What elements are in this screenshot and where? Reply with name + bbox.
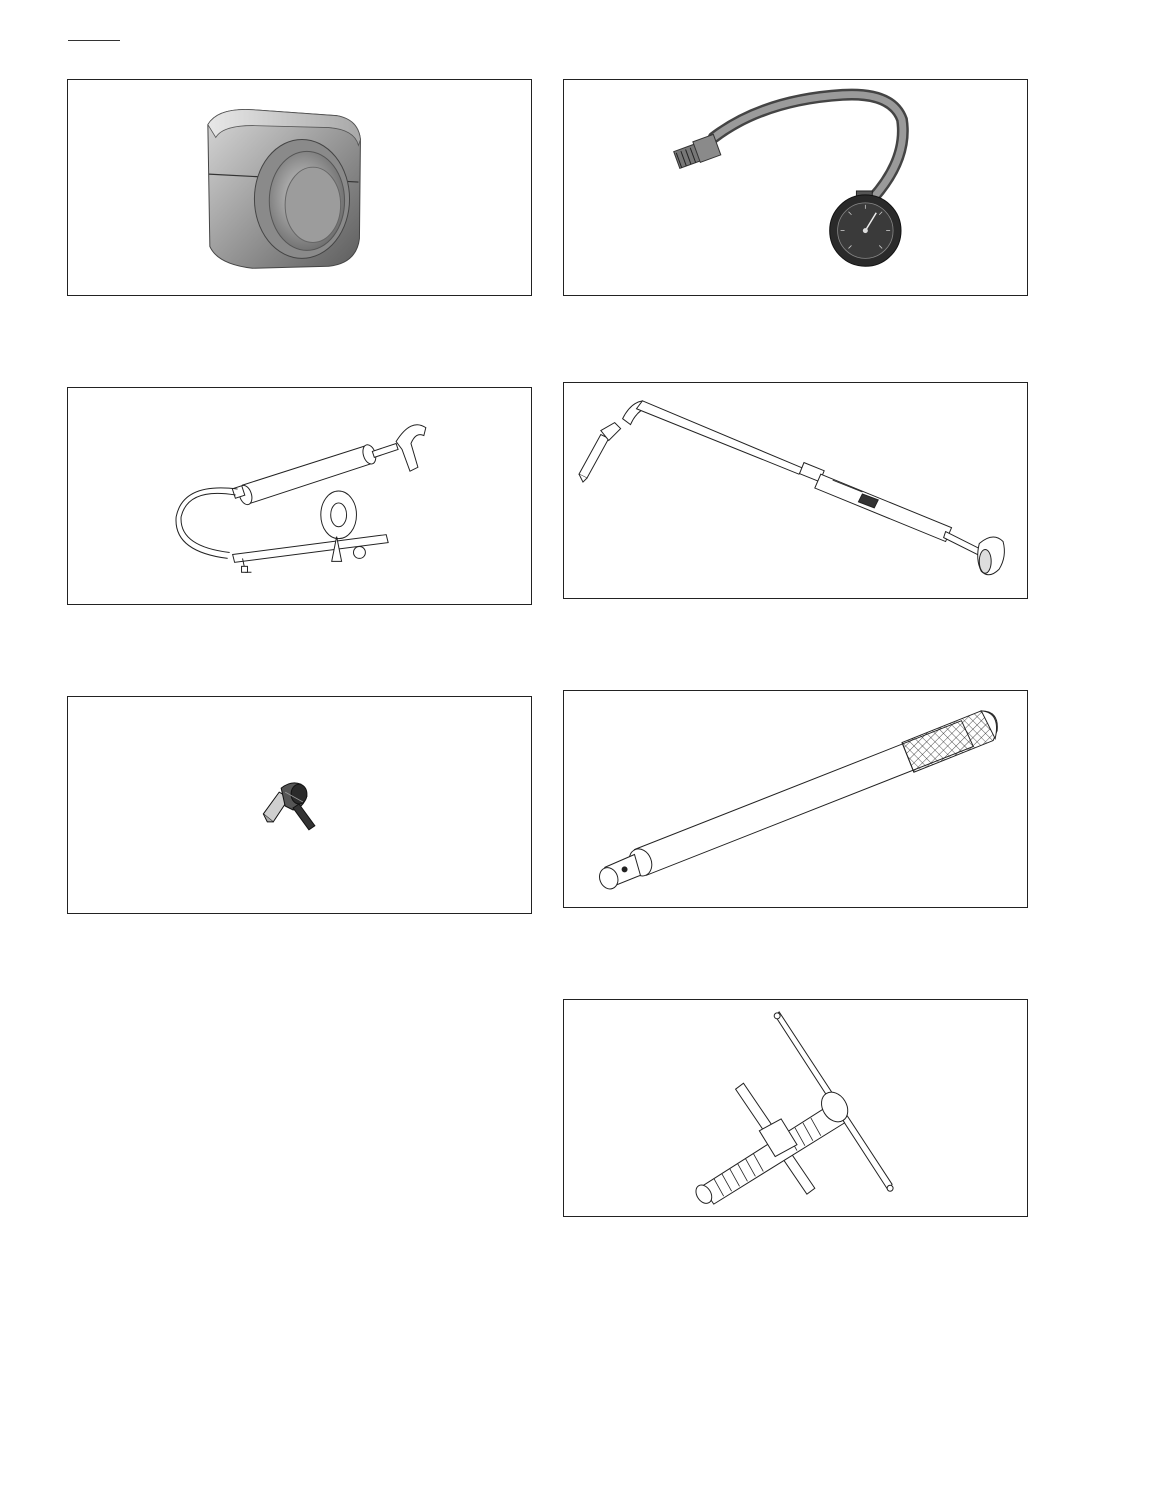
tool-panel-small-clamp [67,696,532,914]
split-block-icon [68,80,531,295]
small-clamp-icon [68,697,531,913]
tool-panel-split-block [67,79,532,296]
tee-handle-puller-icon [564,1000,1027,1216]
hand-pump-syringe-icon [68,388,531,604]
angled-probe-screwdriver-icon [564,383,1027,598]
pressure-gauge-hose-icon [564,80,1027,295]
knurled-handle-rod-icon [564,691,1027,907]
header-rule [68,40,120,41]
tool-panel-angled-probe [563,382,1028,599]
tool-panel-tee-puller [563,999,1028,1217]
tool-panel-pressure-gauge [563,79,1028,296]
tool-panel-hand-pump [67,387,532,605]
tool-panel-knurled-rod [563,690,1028,908]
